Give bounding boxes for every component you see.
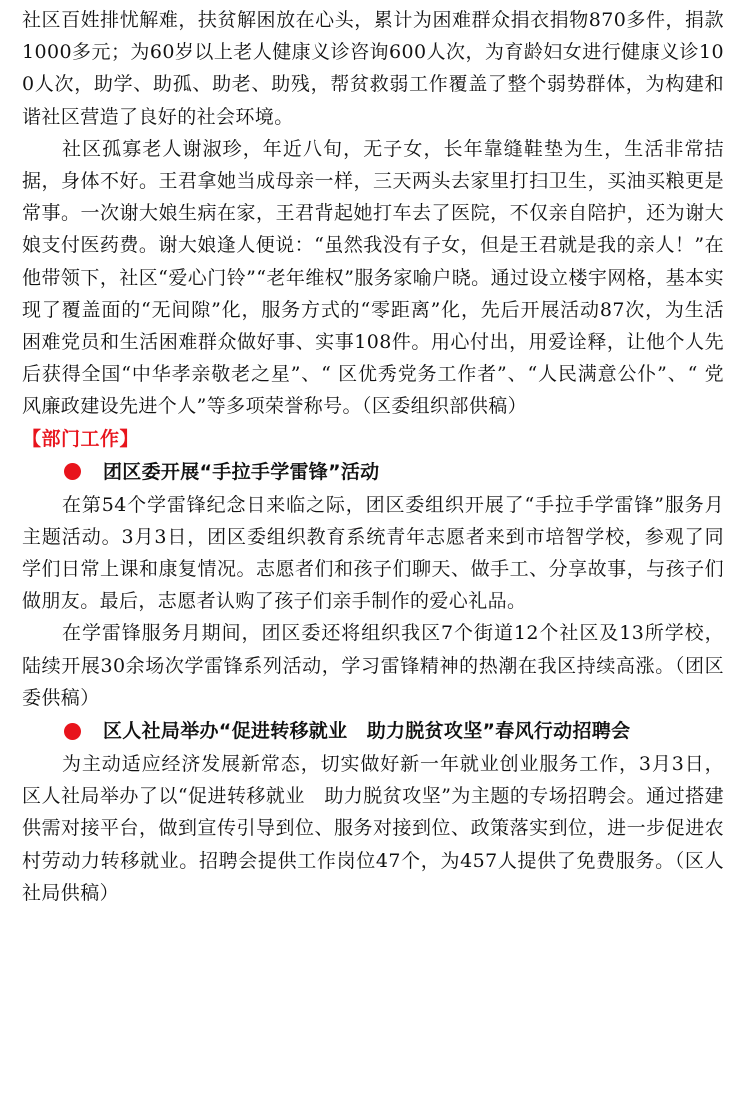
- section-heading: 【部门工作】: [22, 427, 140, 450]
- intro-paragraph-1: 社区百姓排忧解难，扶贫解困放在心头，累计为困难群众捐衣捐物870多件，捐款1000多元；为60岁以上老人健康义诊咨询600人次，为育龄妇女进行健康义诊100人次，助学、助孤、助老、助残，帮贫救弱工作覆盖了整个弱势群体，为构建和谐社区营造了良好的社会环境。: [22, 9, 724, 128]
- item-heading-1: [22, 455, 724, 489]
- red-bullet-icon: [64, 723, 81, 740]
- item-heading-2: [22, 714, 724, 748]
- item-title-1: 团区委开展“手拉手学雷锋”活动: [103, 460, 380, 483]
- item-1-paragraph-1: 在第54个学雷锋纪念日来临之际，团区委组织开展了“手拉手学雷锋”服务月主题活动。3月3日，团区委组织教育系统青年志愿者来到市培智学校，参观了同学们日常上课和康复情况。志愿者们和孩子们聊天、做手工、分享故事，与孩子们做朋友。最后，志愿者认购了孩子们亲手制作的爱心礼品。: [22, 493, 724, 613]
- news-item-1: [22, 455, 724, 714]
- intro-paragraph-2: 社区孤寡老人谢淑珍，年近八旬，无子女，长年靠缝鞋垫为生，生活非常拮据，身体不好。王君拿她当成母亲一样，三天两头去家里打扫卫生，买油买粮更是常事。一次谢大娘生病在家，王君背起她打车去了医院，不仅亲自陪护，还为谢大娘支付医药费。谢大娘逢人便说：“虽然我没有子女，但是王君就是我的亲人！”在他带领下，社区“爱心门铃”“老年维权”服务家喻户晓。通过设立楼宇网格，基本实现了覆盖面的“无间隙”化，服务方式的“零距离”化，先后开展活动87次，为生活困难党员和生活困难群众做好事、实事108件。用心付出，用爱诠释，让他个人先后获得全国“中华孝亲敬老之星”、“ 区优秀党务工作者”、“人民满意公仆”、“ 党风廉政建设先进个人”等多项荣誉称号。（区委组织部供稿）: [22, 137, 724, 418]
- red-bullet-icon: [64, 463, 81, 480]
- item-2-paragraph-1: 为主动适应经济发展新常态，切实做好新一年就业创业服务工作，3月3日，区人社局举办了以“促进转移就业 助力脱贫攻坚”为主题的专场招聘会。通过搭建供需对接平台，做到宣传引导到位、服务对接到位、政策落实到位，进一步促进农村劳动力转移就业。招聘会提供工作岗位47个，为457人提供了免费服务。（区人社局供稿）: [22, 753, 724, 904]
- item-1-paragraph-2: 在学雷锋服务月期间，团区委还将组织我区7个街道12个社区及13所学校，陆续开展30余场次学雷锋系列活动，学习雷锋精神的热潮在我区持续高涨。（团区委供稿）: [22, 622, 724, 709]
- document-page: [22, 4, 724, 909]
- news-item-2: [22, 714, 724, 909]
- item-title-2: 区人社局举办“促进转移就业 助力脱贫攻坚”春风行动招聘会: [103, 720, 631, 743]
